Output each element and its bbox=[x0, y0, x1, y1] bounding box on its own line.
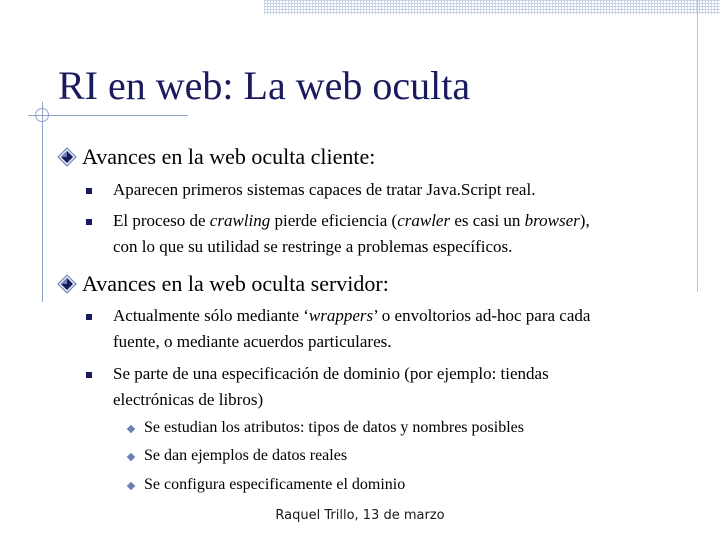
list-item bbox=[86, 361, 686, 413]
sub-list-item-text: Se estudian los atributos: tipos de datos y nombres posibles bbox=[144, 419, 524, 436]
list-item-text: Se parte de una especificación de dominio (por ejemplo: tiendas electrónicas de libros) bbox=[113, 364, 549, 409]
emphasis: crawler bbox=[397, 211, 451, 230]
small-diamond-bullet-icon bbox=[127, 453, 135, 461]
slide-footer: Raquel Trillo, 13 de marzo bbox=[275, 508, 445, 523]
list-item bbox=[86, 177, 686, 203]
list-item-text: El proceso de crawling pierde eficiencia (crawler es casi un browser), con lo que su utilidad se restringe a problemas específicos. bbox=[113, 211, 590, 256]
list-item bbox=[86, 208, 686, 260]
section-heading-text: Avances en la web oculta servidor: bbox=[82, 271, 389, 296]
emphasis: wrappers bbox=[308, 306, 374, 325]
small-diamond-bullet-icon bbox=[127, 482, 135, 490]
section-heading bbox=[56, 144, 375, 170]
square-bullet-icon bbox=[86, 314, 92, 320]
title-underline bbox=[28, 115, 188, 116]
square-bullet-icon bbox=[86, 188, 92, 194]
crosshair-decoration bbox=[35, 108, 49, 122]
list-item-text: Aparecen primeros sistemas capaces de tratar Java.Script real. bbox=[113, 180, 536, 199]
diamond-bullet-icon bbox=[56, 273, 78, 295]
slide-title: RI en web: La web oculta bbox=[58, 63, 471, 108]
sub-list-item-text: Se dan ejemplos de datos reales bbox=[144, 447, 348, 464]
diamond-bullet-icon bbox=[56, 146, 78, 168]
decorative-vertical-line bbox=[697, 0, 698, 292]
emphasis: crawling bbox=[209, 211, 271, 230]
emphasis: browser bbox=[524, 211, 580, 230]
small-diamond-bullet-icon bbox=[127, 425, 135, 433]
square-bullet-icon bbox=[86, 219, 92, 225]
sub-list-item-text: Se configura especificamente el dominio bbox=[144, 476, 406, 493]
section-heading bbox=[56, 271, 389, 297]
decorative-grid bbox=[264, 0, 720, 14]
square-bullet-icon bbox=[86, 372, 92, 378]
list-item-text: Actualmente sólo mediante ‘wrappers’ o envoltorios ad-hoc para cada fuente, o mediante acuerdos particulares. bbox=[113, 306, 591, 351]
decorative-left-line bbox=[42, 102, 43, 302]
section-heading-text: Avances en la web oculta cliente: bbox=[82, 144, 376, 169]
list-item bbox=[86, 303, 686, 355]
